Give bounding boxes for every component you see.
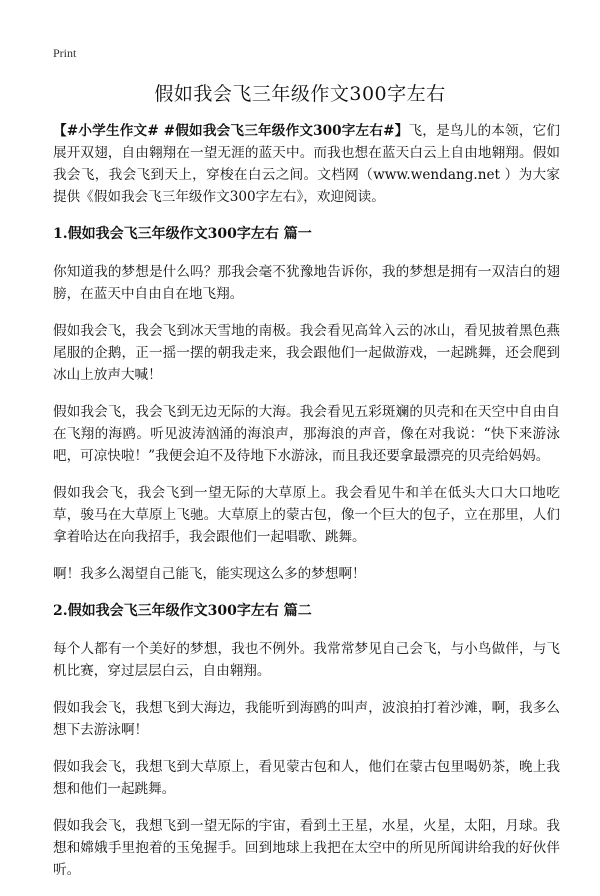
paragraph: 假如我会飞，我会飞到一望无际的大草原上。我会看见牛和羊在低头大口大口地吃草，骏马在大草原上飞驰。大草原上的蒙古包，像一个巨大的包子，立在那里，人们拿着哈达在向我招手，我会跟他们一起唱歌、跳舞。: [53, 485, 560, 545]
intro-paragraph: [53, 120, 560, 208]
intro-text: 飞，是鸟儿的本领，它们展开双翅，自由翱翔在一望无涯的蓝天中。而我也想在蓝天白云上自由地翱翔。假如我会飞，我会飞到天上，穿梭在白云之间。文档网（www.wendang.net ）为大家提供《假如我会飞三年级作文300字左右》，欢迎阅读。: [53, 123, 561, 205]
paragraph: 假如我会飞，我想飞到一望无际的宇宙，看到土王星，水星，火星，太阳，月球。我想和嫦娥手里抱着的玉兔握手。回到地球上我把在太空中的所见所闻讲给我的好伙伴听。: [53, 818, 560, 878]
intro-tags: 【#小学生作文# #假如我会飞三年级作文300字左右#】: [53, 123, 409, 139]
paragraph: 每个人都有一个美好的梦想，我也不例外。我常常梦见自己会飞，与小鸟做伴，与飞机比赛，穿过层层白云，自由翱翔。: [53, 641, 560, 679]
paragraph: 你知道我的梦想是什么吗？那我会毫不犹豫地告诉你，我的梦想是拥有一双洁白的翅膀，在蓝天中自由自在地飞翔。: [53, 264, 560, 302]
section-heading-1: 1.假如我会飞三年级作文300字左右 篇一: [53, 226, 312, 242]
article-body: [53, 120, 560, 896]
paragraph: 啊！我多么渴望自己能飞，能实现这么多的梦想啊！: [53, 566, 366, 582]
page-title: 假如我会飞三年级作文300字左右: [154, 83, 446, 105]
paragraph: 假如我会飞，我会飞到冰天雪地的南极。我会看见高耸入云的冰山，看见披着黑色燕尾服的企鹅，正一摇一摆的朝我走来，我会跟他们一起做游戏，一起跳舞，还会爬到冰山上放声大喊！: [53, 323, 560, 383]
paragraph: 假如我会飞，我想飞到大海边，我能听到海鸥的叫声，波浪拍打着沙滩，啊，我多么想下去游泳啊！: [53, 700, 560, 738]
paragraph: 假如我会飞，我想飞到大草原上，看见蒙古包和人，他们在蒙古包里喝奶茶，晚上我想和他们一起跳舞。: [53, 759, 560, 797]
section-heading-2: 2.假如我会飞三年级作文300字左右 篇二: [53, 603, 312, 619]
print-link[interactable]: Print: [53, 46, 77, 60]
paragraph: 假如我会飞，我会飞到无边无际的大海。我会看见五彩斑斓的贝壳和在天空中自由自在飞翔的海鸥。听见波涛汹涌的海浪声，那海浪的声音，像在对我说：“快下来游泳吧，可凉快啦！”我便会迫不及待地下水游泳，而且我还要拿最漂亮的贝壳给妈妈。: [53, 404, 560, 464]
